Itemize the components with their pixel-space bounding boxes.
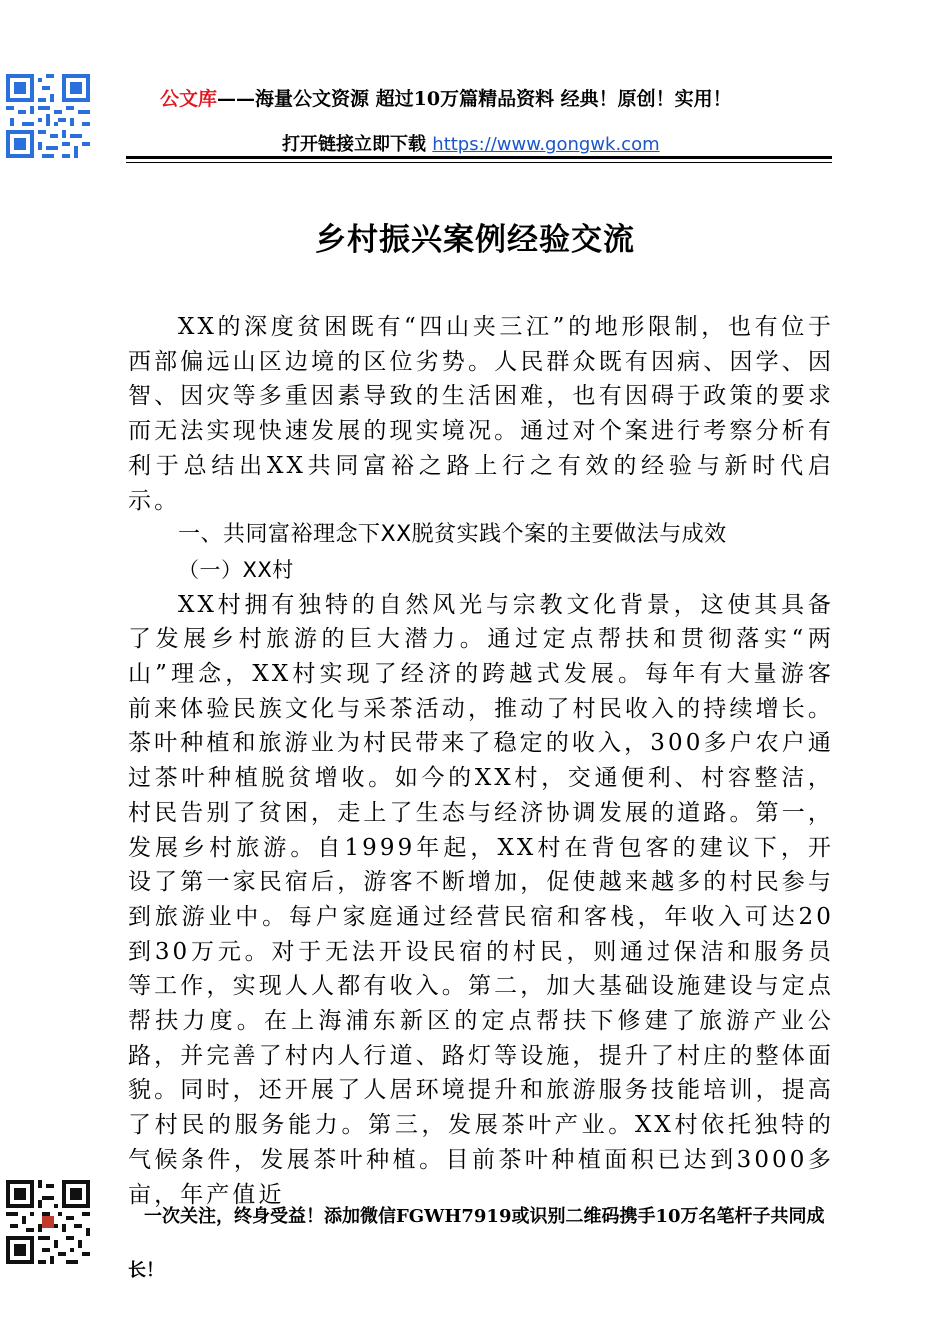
- header-rule-thin: [126, 162, 832, 163]
- document-body: [128, 310, 834, 1212]
- qr-code-icon: [6, 1180, 90, 1264]
- qr-code-icon: [6, 74, 90, 158]
- download-link[interactable]: https://www.gongwk.com: [432, 134, 660, 155]
- footer-promo: 一次关注，终身受益！添加微信FGWH7919或识别二维码携手10万名笔杆子共同成长！: [128, 1206, 825, 1281]
- download-line: [282, 130, 660, 156]
- subsection-heading: （一）XX村: [178, 557, 294, 582]
- intro-paragraph: XX的深度贫困既有“四山夹三江”的地形限制，也有位于西部偏远山区边境的区位劣势。人民群众既有因病、因学、因智、因灾等多重因素导致的生活困难，也有因碍于政策的要求而无法实现快速发展的现实境况。通过对个案进行考察分析有利于总结出XX共同富裕之路上行之有效的经验与新时代启示。: [128, 314, 834, 514]
- document-title: 乡村振兴案例经验交流: [315, 222, 635, 258]
- section-heading: 一、共同富裕理念下XX脱贫实践个案的主要做法与成效: [178, 522, 727, 548]
- header-tagline: [160, 84, 800, 111]
- header-rule-thick: [126, 156, 832, 159]
- tagline-text: ——海量公文资源 超过10万篇精品资料 经典！原创！实用！: [217, 88, 732, 110]
- case-paragraph: XX村拥有独特的自然风光与宗教文化背景，这使其具备了发展乡村旅游的巨大潜力。通过定点帮扶和贯彻落实“两山”理念，XX村实现了经济的跨越式发展。每年有大量游客前来体验民族文化与采茶活动，推动了村民收入的持续增长。茶叶种植和旅游业为村民带来了稳定的收入，300多户农户通过茶叶种植脱贫增收。如今的XX村，交通便利、村容整洁，村民告别了贫困，走上了生态与经济协调发展的道路。第一，发展乡村旅游。自1999年起，XX村在背包客的建议下，开设了第一家民宿后，游客不断增加，促使越来越多的村民参与到旅游业中。每户家庭通过经营民宿和客栈，年收入可达20到30万元。对于无法开设民宿的村民，则通过保洁和服务员等工作，实现人人都有收入。第二，加大基础设施建设与定点帮扶力度。在上海浦东新区的定点帮扶下修建了旅游产业公路，并完善了村内人行道、路灯等设施，提升了村庄的整体面貌。同时，还开展了人居环境提升和旅游服务技能培训，提高了村民的服务能力。第三，发展茶叶产业。XX村依托独特的气候条件，发展茶叶种植。目前茶叶种植面积已达到3000多亩，年产值近: [128, 591, 834, 1208]
- brand-name: 公文库: [160, 88, 218, 110]
- download-prompt: 打开链接立即下载: [282, 134, 426, 155]
